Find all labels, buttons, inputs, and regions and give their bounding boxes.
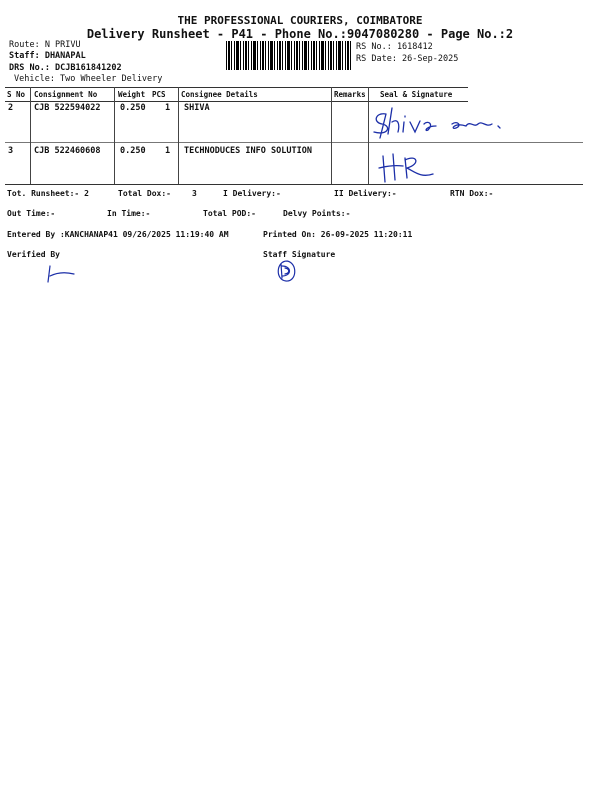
col-divider <box>30 87 31 184</box>
vehicle-label: Vehicle: Two Wheeler Delivery <box>14 74 163 84</box>
delvy-points: Delvy Points:- <box>283 209 351 218</box>
runsheet-subtitle: Delivery Runsheet - P41 - Phone No.:9047080280 - Page No.:2 <box>86 27 514 41</box>
entered-by: Entered By :KANCHANAP41 09/26/2025 11:19:40 AM <box>7 230 229 239</box>
cell-weight: 0.250 <box>120 146 146 156</box>
in-time: In Time:- <box>107 209 151 218</box>
col-divider <box>331 87 332 184</box>
col-header-remarks: Remarks <box>334 90 366 99</box>
col-divider <box>114 87 115 184</box>
col-header-signature: Seal & Signature <box>380 90 453 99</box>
barcode-image <box>226 41 352 70</box>
company-title: THE PROFESSIONAL COURIERS, COIMBATORE <box>177 14 423 27</box>
i-delivery: I Delivery:- <box>223 189 281 198</box>
cell-weight: 0.250 <box>120 103 146 113</box>
total-dox-value: 3 <box>192 189 197 198</box>
col-header-pcs: PCS <box>152 90 166 99</box>
drs-number: DRS No.: DCJB161841202 <box>9 63 122 73</box>
route-label: Route: N PRIVU <box>9 40 81 50</box>
verifier-signature-image <box>44 262 78 286</box>
ii-delivery: II Delivery:- <box>334 189 397 198</box>
cell-sno: 3 <box>8 146 14 156</box>
col-header-consignee: Consignee Details <box>181 90 258 99</box>
cell-pcs: 1 <box>165 103 171 113</box>
col-divider <box>368 87 369 184</box>
staff-signature-image <box>272 258 302 284</box>
shiva-signature-image <box>370 104 510 140</box>
col-header-consignment: Consignment No <box>34 90 98 99</box>
cell-consignee: SHIVA <box>184 103 210 113</box>
cell-consignment: CJB 522460608 <box>34 146 101 156</box>
table-border-bottom <box>5 184 583 185</box>
printed-on: Printed On: 26-09-2025 11:20:11 <box>263 230 413 239</box>
rs-number: RS No.: 1618412 <box>356 42 433 52</box>
col-header-weight: Weight <box>118 90 146 99</box>
col-header-sno: S No <box>7 90 26 99</box>
staff-label: Staff: DHANAPAL <box>9 51 86 61</box>
hr-signature-image <box>375 150 445 184</box>
table-header-divider <box>5 101 468 102</box>
cell-consignee: TECHNODUCES INFO SOLUTION <box>184 146 312 156</box>
row-divider <box>5 142 583 143</box>
out-time: Out Time:- <box>7 209 56 218</box>
staff-signature-label: Staff Signature <box>263 250 336 259</box>
col-divider <box>178 87 179 184</box>
total-pod: Total POD:- <box>203 209 256 218</box>
total-dox-label: Total Dox:- <box>118 189 171 198</box>
total-runsheet: Tot. Runsheet:- 2 <box>7 189 89 198</box>
rtn-dox: RTN Dox:- <box>450 189 494 198</box>
cell-sno: 2 <box>8 103 14 113</box>
cell-consignment: CJB 522594022 <box>34 103 101 113</box>
rs-date: RS Date: 26-Sep-2025 <box>356 54 459 64</box>
verified-by-label: Verified By <box>7 250 60 259</box>
cell-pcs: 1 <box>165 146 171 156</box>
table-border-top <box>5 87 468 88</box>
